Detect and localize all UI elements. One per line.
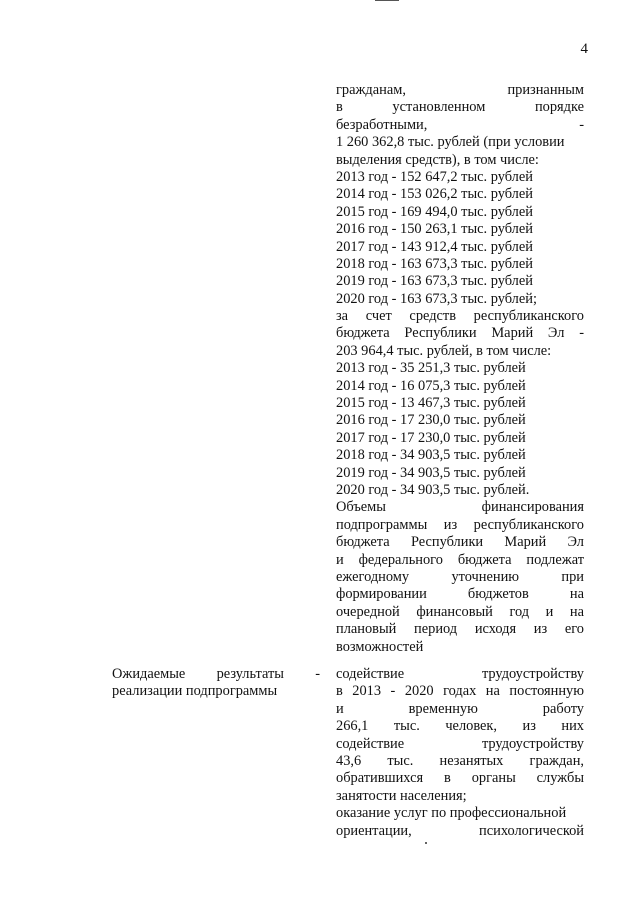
funding-line: 1 260 362,8 тыс. рублей (при условии [336,134,565,151]
expected-results-line: в 2013 - 2020 годах на постоянную [336,683,584,700]
expected-results-line: и временную работу [336,700,584,717]
funding-line: и федерального бюджета подлежат [336,551,584,568]
funding-line: ежегодному уточнению при [336,568,584,585]
funding-line: формировании бюджетов на [336,586,584,603]
funding-year-line: 2019 год - 34 903,5 тыс. рублей [336,464,526,481]
funding-year-line: 2017 год - 143 912,4 тыс. рублей [336,238,533,255]
funding-year-line: 2014 год - 16 075,3 тыс. рублей [336,377,526,394]
expected-results-line: содействие трудоустройству [336,666,584,682]
funding-year-line: 2019 год - 163 673,3 тыс. рублей [336,273,533,290]
page-number: 4 [580,41,588,57]
expected-results-text-block [336,666,584,840]
funding-line: в установленном порядке [336,99,584,116]
funding-line: 203 964,4 тыс. рублей, в том числе: [336,342,552,359]
funding-year-line: 2014 год - 153 026,2 тыс. рублей [336,186,533,203]
funding-line: бюджета Республики Марий Эл [336,534,584,551]
funding-line: плановый период исходя из его [336,621,584,638]
funding-year-line: 2017 год - 17 230,0 тыс. рублей [336,429,526,446]
funding-year-line: 2015 год - 169 494,0 тыс. рублей [336,203,533,220]
expected-results-label-line: Ожидаемые результаты - [112,666,320,682]
expected-results-line: содействие трудоустройству [336,735,584,752]
funding-year-line: 2013 год - 35 251,3 тыс. рублей [336,360,526,377]
funding-year-line: 2018 год - 34 903,5 тыс. рублей [336,447,526,464]
expected-results-line: 43,6 тыс. незанятых граждан, [336,752,584,769]
expected-results-line: занятости населения; [336,787,467,804]
funding-line: подпрограммы из республиканского [336,516,584,533]
funding-year-line: 2016 год - 17 230,0 тыс. рублей [336,412,526,429]
funding-line: очередной финансовый год и на [336,603,584,620]
expected-results-label [112,666,320,701]
funding-text-block [336,82,584,656]
funding-year-line: 2020 год - 163 673,3 тыс. рублей; [336,290,537,307]
top-rule-mark [375,0,399,1]
funding-year-line: 2013 год - 152 647,2 тыс. рублей [336,168,533,185]
expected-results-line: обратившихся в органы службы [336,770,584,787]
expected-results-line: 266,1 тыс. человек, из них [336,718,584,735]
funding-year-line: 2016 год - 150 263,1 тыс. рублей [336,221,533,238]
funding-year-line: 2015 год - 13 467,3 тыс. рублей [336,395,526,412]
funding-line: гражданам, признанным [336,82,584,98]
funding-line: возможностей [336,638,424,655]
funding-line: бюджета Республики Марий Эл - [336,325,584,342]
expected-results-line: оказание услуг по профессиональной [336,805,567,822]
funding-line: выделения средств), в том числе: [336,151,539,168]
funding-line: за счет средств республиканского [336,308,584,325]
funding-line: безработными, - [336,116,584,133]
expected-results-label-line: реализации подпрограммы [112,683,278,700]
expected-results-line: ориентации, психологической [336,822,584,839]
scan-speck [425,842,427,844]
funding-line: Объемы финансирования [336,499,584,516]
funding-year-line: 2018 год - 163 673,3 тыс. рублей [336,255,533,272]
funding-year-line: 2020 год - 34 903,5 тыс. рублей. [336,481,530,498]
